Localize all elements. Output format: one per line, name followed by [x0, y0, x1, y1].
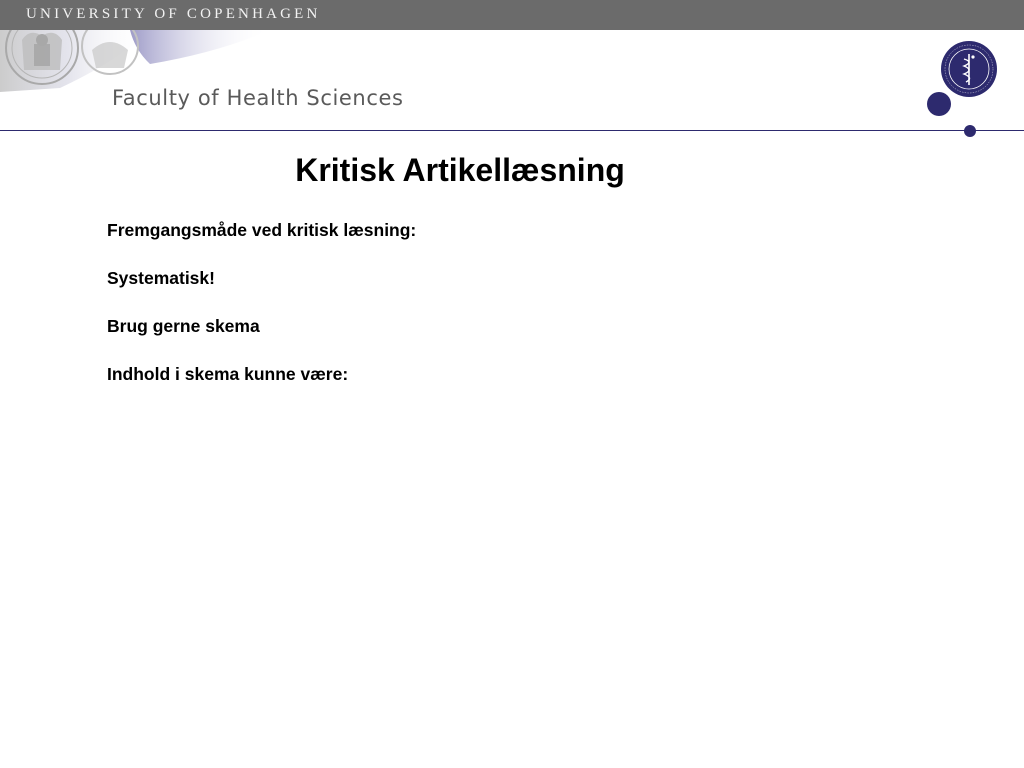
decorative-dot-small: [964, 125, 976, 137]
header-divider: [0, 130, 1024, 131]
university-name: UNIVERSITY OF COPENHAGEN: [26, 6, 321, 22]
faculty-name: Faculty of Health Sciences: [112, 86, 404, 110]
body-line-scheme-content: Indhold i skema kunne være:: [107, 364, 349, 384]
slide-title: Kritisk Artikellæsning: [295, 152, 625, 188]
body-line-systematic: Systematisk!: [107, 268, 215, 288]
body-line-use-scheme: Brug gerne skema: [107, 316, 260, 336]
faculty-emblem-icon: [940, 40, 998, 98]
university-banner: [0, 0, 1024, 30]
decorative-dot-large: [927, 92, 951, 116]
slide-body: [107, 218, 416, 410]
body-line-procedure: Fremgangsmåde ved kritisk læsning:: [107, 220, 417, 240]
